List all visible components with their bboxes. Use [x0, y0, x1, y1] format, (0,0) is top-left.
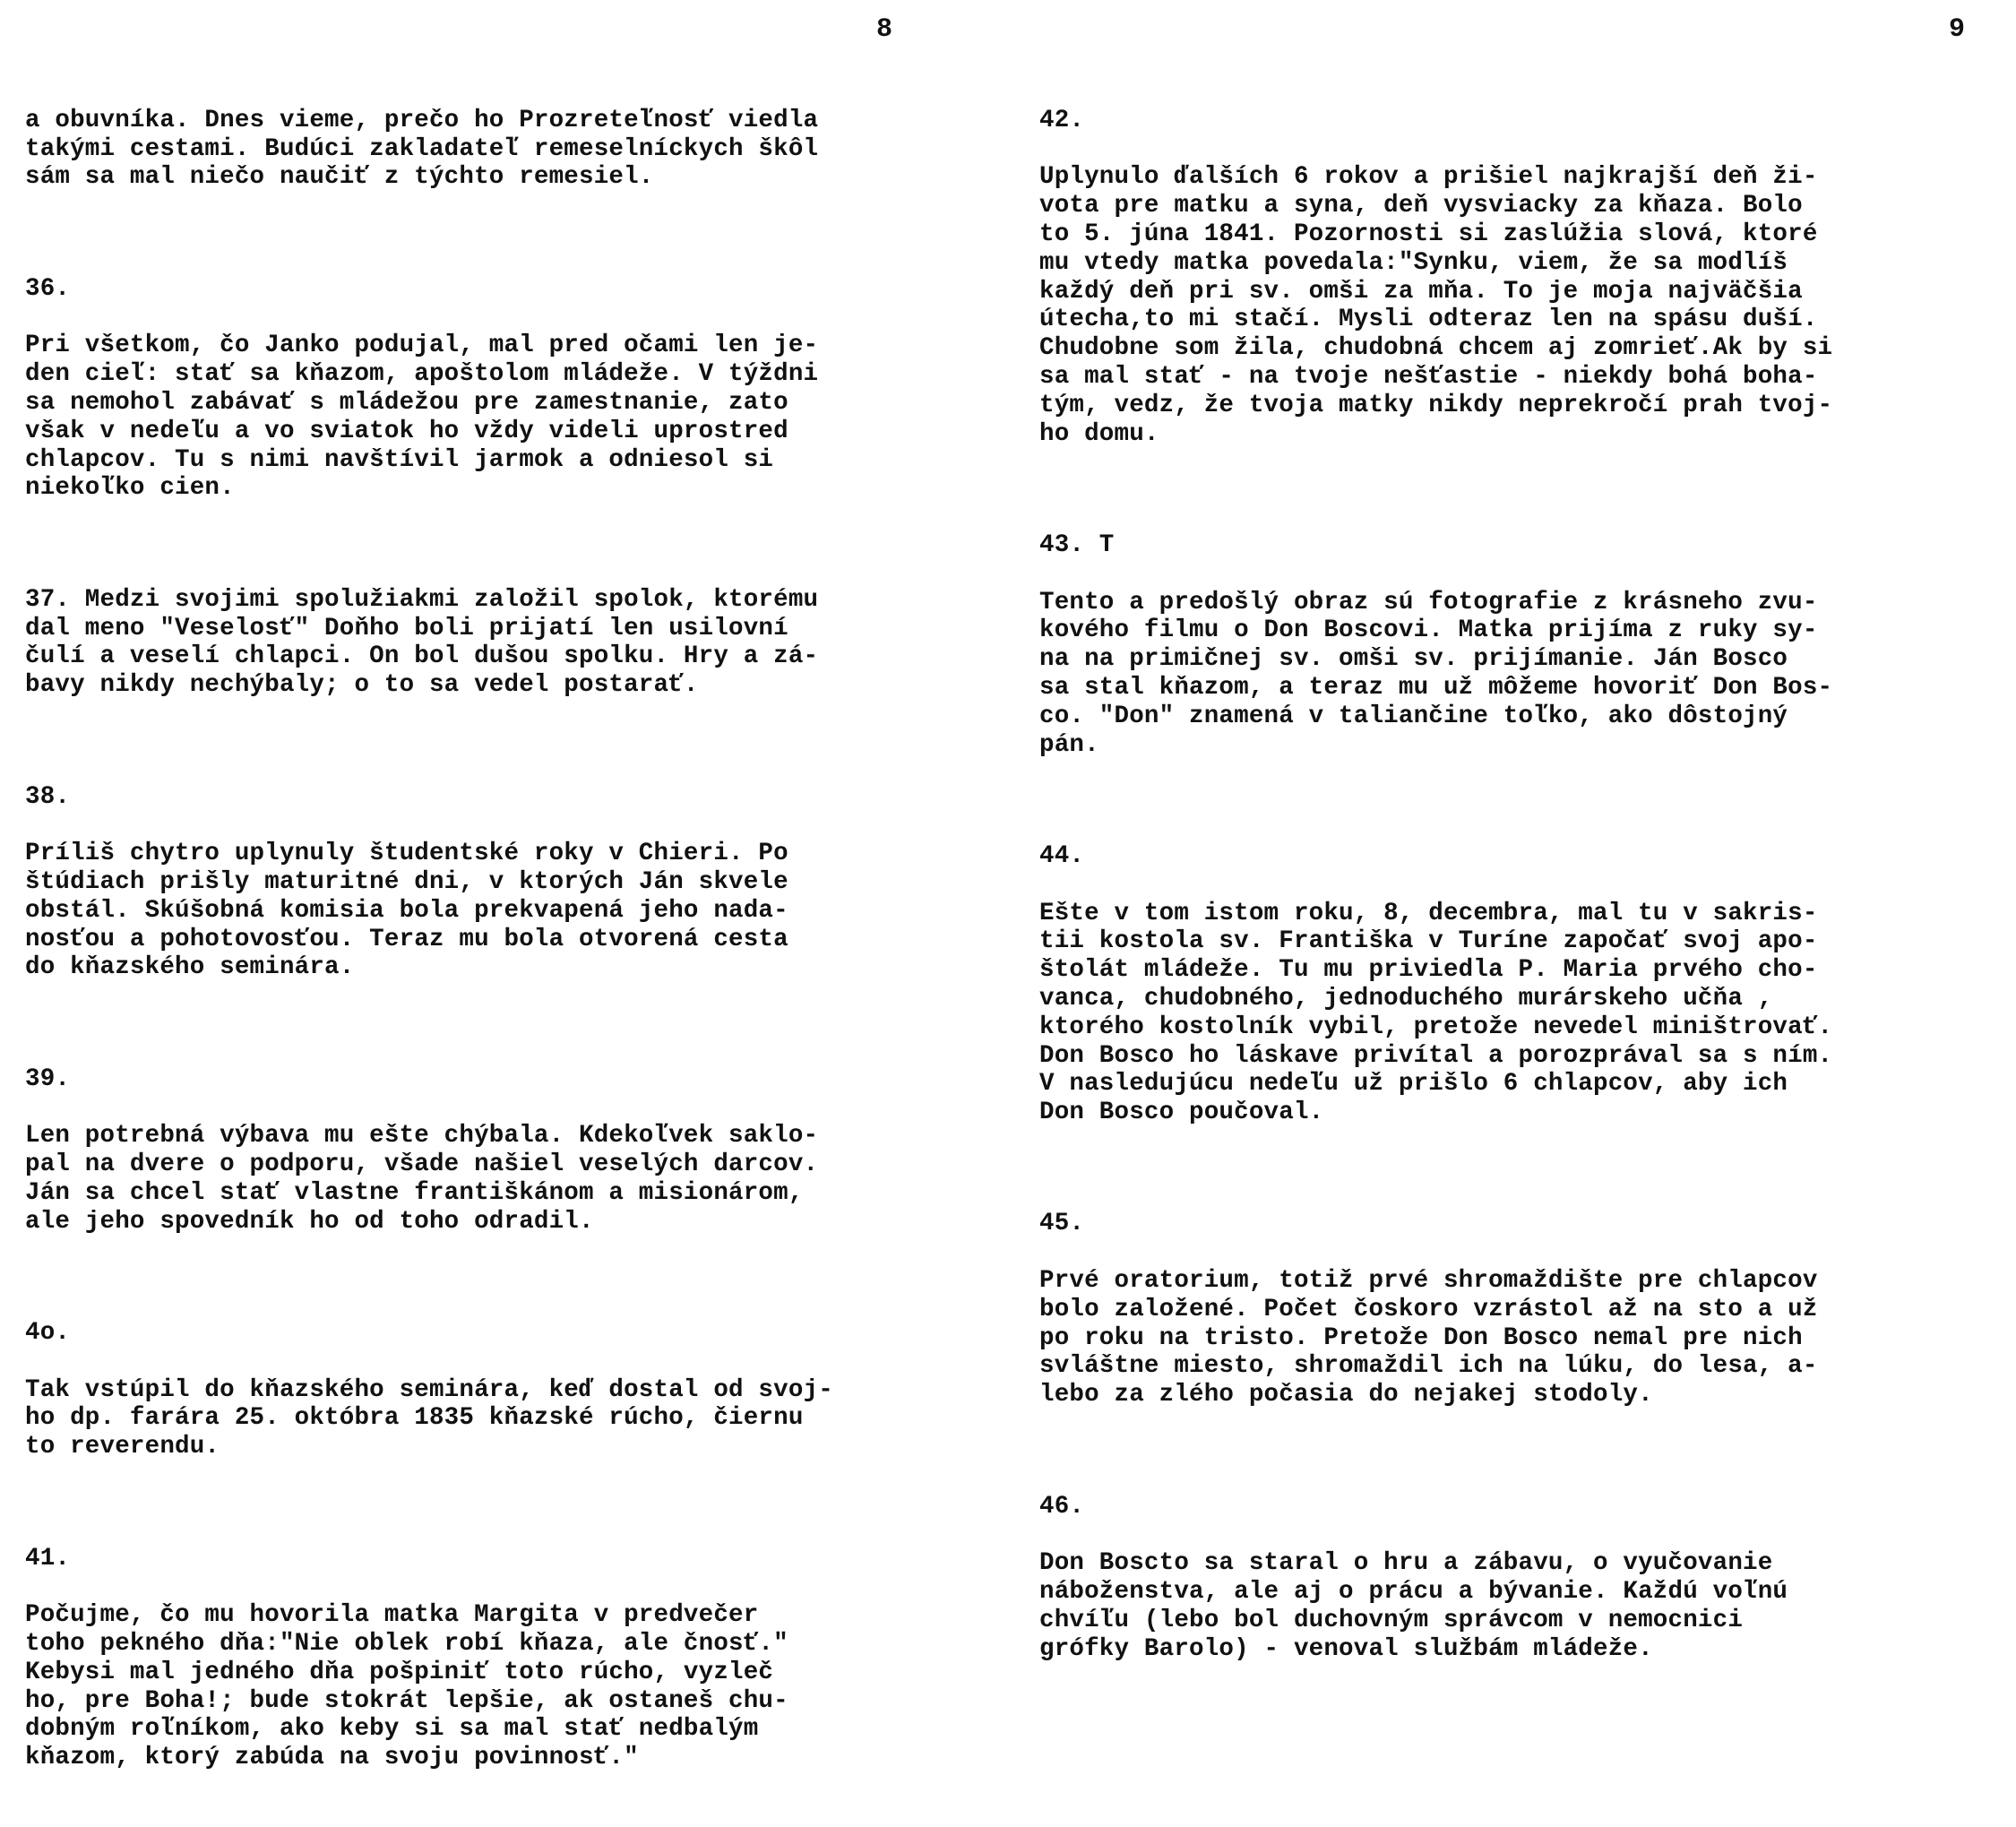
paragraph-40 [25, 1290, 1020, 1490]
paragraph-text: Tento a predošlý obraz sú fotografie z krásneho zvu- kového filmu o Don Boscovi. Matka prijíma z ruky sy- na na primičnej sv. omši sv. prijímanie. Ján Bosco sa stal kňazom, a teraz mu už môžeme hovoriť Don Bos- co. "Don" znamená v taliančine toľko, ako dôstojný pán. [1039, 588, 1833, 759]
paragraph-number: 39. [25, 1064, 71, 1093]
paragraph-37 [25, 557, 1020, 728]
paragraph-text: a obuvníka. Dnes vieme, prečo ho Prozreteľnosť viedla takými cestami. Budúci zakladateľ remeselníckych škôl sám sa mal niečo naučiť z týchto remesiel. [25, 106, 819, 192]
right-page-column [1039, 78, 2016, 1718]
paragraph-number: 4o. [25, 1319, 71, 1348]
paragraph-text: Don Boscto sa staral o hru a zábavu, o vyučovanie náboženstva, ale aj o prácu a bývanie. Každú voľnú chvíľu (lebo bol duchovným správcom v nemocnici grófky Barolo) - venoval službám mládeže. [1039, 1549, 1788, 1663]
paragraph-text: Prvé oratorium, totiž prvé shromaždište pre chlapcov bolo založené. Počet čoskoro vzrástol až na sto a už po roku na tristo. Pretože Don Bosco nemal pre nich svláštne miesto, shromaždil ich na lúku, do lesa, a- lebo za zlého počasia do nejakej stodoly. [1039, 1267, 1818, 1409]
paragraph-text: Uplynulo ďalších 6 rokov a prišiel najkrajší deň ži- vota pre matku a syna, deň vysviacky za kňaza. Bolo to 5. júna 1841. Pozornosti si zaslúžia slová, ktoré mu vtedy matka povedala:"Synku, viem, že sa modlíš každý deň pri sv. omši za mňa. To je moja najväčšia útecha,to mi stačí. Mysli odteraz len na spásu duší. Chudobne som žila, chudobná chcem aj zomrieť.Ak by si sa mal stať - na tvoje nešťastie - niekdy bohá boha- tým, vedz, že tvoja matky nikdy neprekročí prah tvoj- ho domu. [1039, 163, 1833, 448]
paragraph-text: Pri všetkom, čo Janko podujal, mal pred očami len je- den cieľ: stať sa kňazom, apoštolom mládeže. V týždni sa nemohol zabávať s mládežou pre zamestnanie, zato však v nedeľu a vo sviatok ho vždy videli uprostred chlapcov. Tu s nimi navštívil jarmok a odniesol si niekoľko cien. [25, 332, 819, 503]
paragraph-number: 36. [25, 274, 71, 303]
paragraph-number: 44. [1039, 841, 1085, 870]
paragraph-continuation [25, 78, 1020, 220]
paragraph-42 [1039, 78, 2016, 477]
paragraph-text: Ešte v tom istom roku, 8, decembra, mal tu v sakris- tii kostola sv. Františka v Turíne započať svoj apo- štolát mládeže. Tu mu priviedla P. Maria prvého cho- vanca, chudobného, jednoduchého murárskeho učňa , ktorého kostolník vybil, pretože nevedel miništrovať. Don Bosco ho láskave privítal a porozprával sa s ním. V nasledujúcu nedeľu už prišlo 6 chlapcov, aby ich Don Bosco poučoval. [1039, 899, 1833, 1127]
paragraph-41 [25, 1516, 1020, 1801]
paragraph-text: Počujme, čo mu hovorila matka Margita v predvečer toho pekného dňa:"Nie oblek robí kňaza, ale čnosť." Kebysi mal jedného dňa pošpiniť toto rúcho, vyzleč ho, pre Boha!; bude stokrát lepšie, ak ostaneš chu- dobným roľníkom, ako keby si sa mal stať nedbalým kňazom, ktorý zabúda na svoju povinnosť." [25, 1601, 788, 1772]
paragraph-text: 37. Medzi svojimi spolužiakmi založil spolok, ktorému dal meno "Veselosť" Doňho boli prijatí len usilovní čulí a veselí chlapci. On bol dušou spolku. Hry a zá- bavy nikdy nechýbaly; o to sa vedel postarať. [25, 585, 819, 700]
paragraph-39 [25, 1037, 1020, 1264]
left-page-column [25, 78, 1020, 1827]
paragraph-number: 46. [1039, 1492, 1085, 1521]
paragraph-43 [1039, 503, 2016, 788]
paragraph-number: 38. [25, 782, 71, 811]
paragraph-text: Príliš chytro uplynuly študentské roky v Chieri. Po štúdiach prišly maturitné dni, v ktorých Ján skvele obstál. Skúšobná komisia bola prekvapená jeho nada- nosťou a pohotovosťou. Teraz mu bola otvorená cesta do kňazského seminára. [25, 840, 788, 982]
paragraph-text: Len potrebná výbava mu ešte chýbala. Kdekoľvek saklo- pal na dvere o podporu, všade našiel veselých darcov. Ján sa chcel stať vlastne františkánom a misionárom, ale jeho spovedník ho od toho odradil. [25, 1122, 819, 1236]
paragraph-44 [1039, 814, 2016, 1156]
paragraph-36 [25, 246, 1020, 531]
page-number-left: 8 [876, 14, 893, 45]
paragraph-number: 43. T [1039, 530, 1115, 559]
paragraph-number: 41. [25, 1544, 71, 1573]
page-number-right: 9 [1949, 14, 1966, 45]
paragraph-46 [1039, 1464, 2016, 1692]
paragraph-text: Tak vstúpil do kňazského seminára, keď dostal od svoj- ho dp. farára 25. októbra 1835 kňazské rúcho, čiernu to reverendu. [25, 1375, 833, 1461]
paragraph-45 [1039, 1182, 2016, 1438]
paragraph-38 [25, 754, 1020, 1011]
paragraph-number: 42. [1039, 106, 1085, 134]
paragraph-number: 45. [1039, 1210, 1085, 1238]
